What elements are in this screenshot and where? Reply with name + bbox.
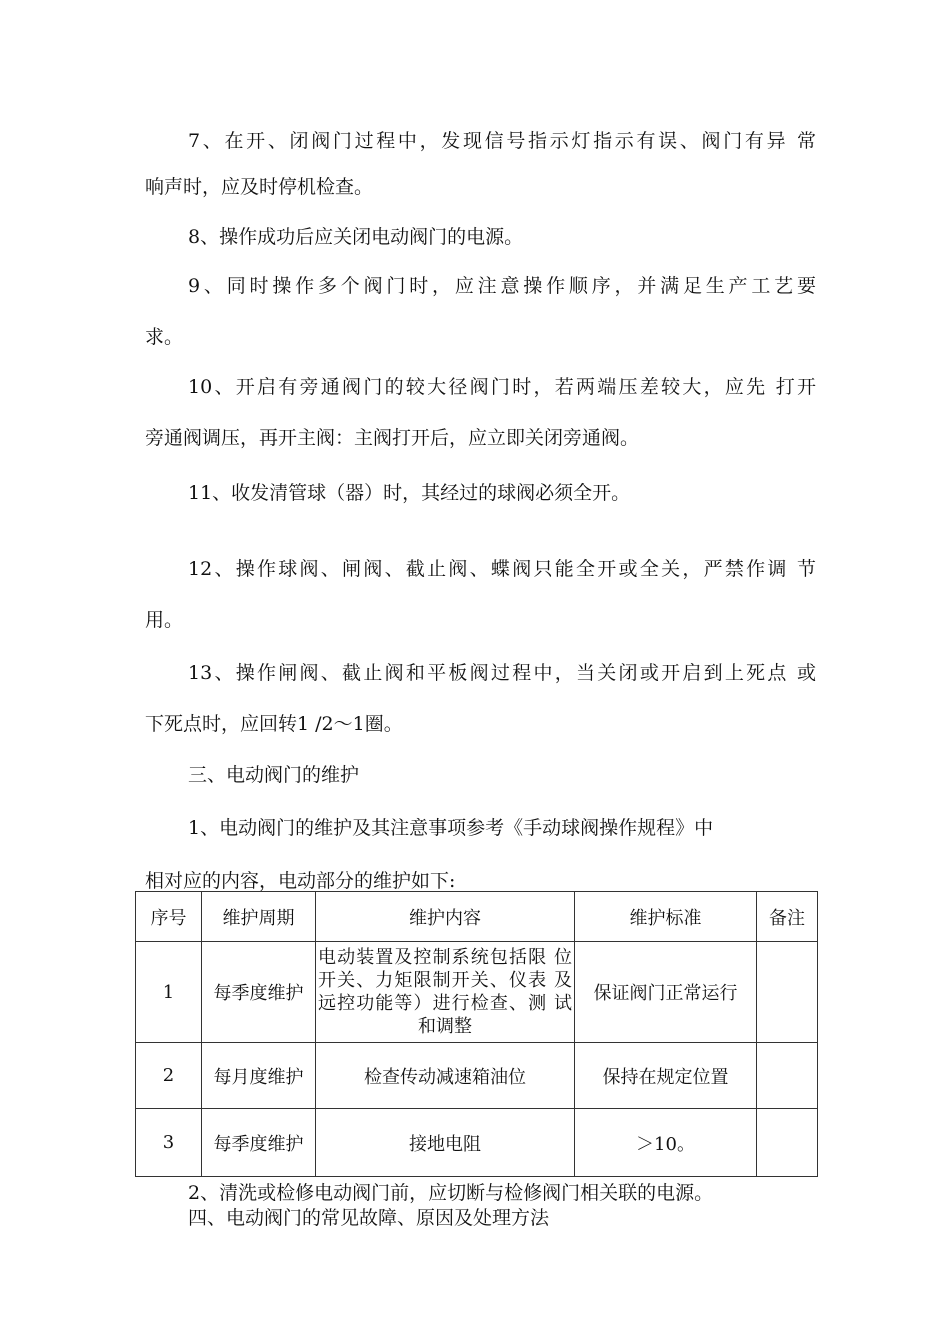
table-cell: 接地电阻 bbox=[316, 1109, 575, 1177]
header-cell-content: 维护内容 bbox=[316, 892, 575, 942]
table-cell: 每月度维护 bbox=[202, 1043, 316, 1109]
paragraph-13-line-2: 下死点时，应回转1 /2〜1圈。 bbox=[145, 713, 403, 735]
header-cell-period: 维护周期 bbox=[202, 892, 316, 942]
paragraph-8: 8、操作成功后应关闭电动阀门的电源。 bbox=[188, 226, 524, 248]
table-header-row bbox=[136, 892, 818, 942]
paragraph-10-line-1: 10、开启有旁通阀门的较大径阀门时，若两端压差较大，应先 打开 bbox=[188, 376, 816, 398]
section-3-paragraph-2: 2、清洗或检修电动阀门前，应切断与检修阀门相关联的电源。 bbox=[188, 1182, 714, 1204]
table-cell: ＞10。 bbox=[575, 1109, 757, 1177]
table-cell: 保持在规定位置 bbox=[575, 1043, 757, 1109]
table-cell: 检查传动减速箱油位 bbox=[316, 1043, 575, 1109]
table-row bbox=[136, 1109, 818, 1177]
table-row bbox=[136, 1043, 818, 1109]
table-cell: 每季度维护 bbox=[202, 942, 316, 1043]
paragraph-13-line-1: 13、操作闸阀、截止阀和平板阀过程中，当关闭或开启到上死点 或 bbox=[188, 662, 816, 684]
table-cell bbox=[757, 1043, 818, 1109]
table-cell: 每季度维护 bbox=[202, 1109, 316, 1177]
paragraph-12-line-1: 12、操作球阀、闸阀、截止阀、蝶阀只能全开或全关，严禁作调 节 bbox=[188, 558, 816, 580]
table-row bbox=[136, 942, 818, 1043]
section-3-paragraph-1-line-2: 相对应的内容，电动部分的维护如下: bbox=[145, 870, 456, 892]
section-3-heading: 三、电动阀门的维护 bbox=[188, 764, 360, 786]
table-cell: 2 bbox=[136, 1043, 202, 1109]
paragraph-10-line-2: 旁通阀调压，再开主阀：主阀打开后，应立即关闭旁通阀。 bbox=[145, 427, 640, 449]
table-cell bbox=[757, 1109, 818, 1177]
paragraph-7-line-1: 7、在开、闭阀门过程中，发现信号指示灯指示有误、阀门有异 常 bbox=[188, 130, 816, 152]
header-cell-remarks: 备注 bbox=[757, 892, 818, 942]
table-cell bbox=[757, 942, 818, 1043]
maintenance-table bbox=[135, 891, 818, 1177]
header-cell-index: 序号 bbox=[136, 892, 202, 942]
table-cell: 保证阀门正常运行 bbox=[575, 942, 757, 1043]
table-cell: 1 bbox=[136, 942, 202, 1043]
paragraph-12-line-2: 用。 bbox=[145, 609, 184, 631]
header-cell-standard: 维护标准 bbox=[575, 892, 757, 942]
section-4-heading: 四、电动阀门的常见故障、原因及处理方法 bbox=[188, 1207, 550, 1229]
table-cell: 3 bbox=[136, 1109, 202, 1177]
paragraph-11: 11、收发清管球（器）时，其经过的球阀必须全开。 bbox=[188, 482, 631, 504]
paragraph-9-line-2: 求。 bbox=[145, 326, 184, 348]
paragraph-7-line-2: 响声时，应及时停机检查。 bbox=[145, 176, 374, 198]
paragraph-9-line-1: 9、同时操作多个阀门时，应注意操作顺序，并满足生产工艺要 bbox=[188, 275, 816, 297]
section-3-paragraph-1-line-1: 1、电动阀门的维护及其注意事项参考《手动球阀操作规程》中 bbox=[188, 817, 714, 839]
table-cell: 电动装置及控制系统包括限 位开关、力矩限制开关、仪表 及远控功能等）进行检查、测 试和调整 bbox=[316, 942, 575, 1043]
